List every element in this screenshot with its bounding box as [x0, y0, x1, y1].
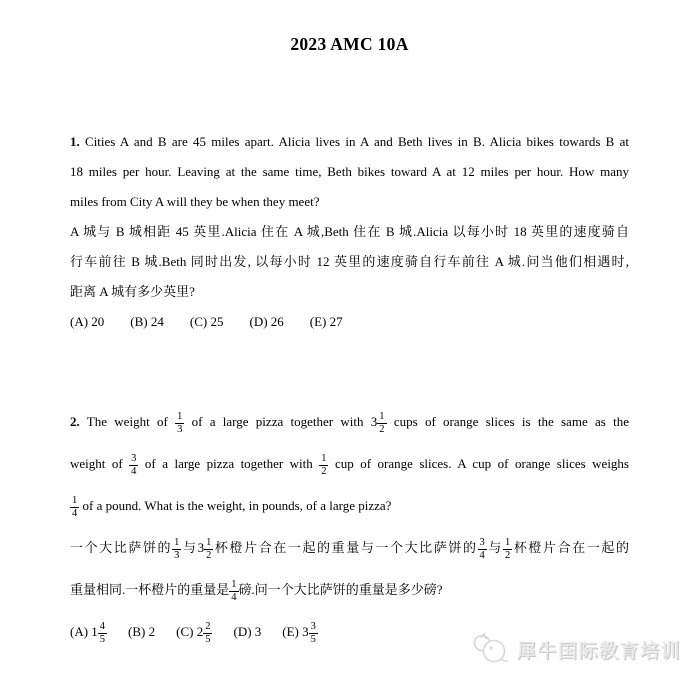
- watermark-text: 犀牛国际教育培训: [516, 640, 681, 662]
- answer-choice: (A) 20: [70, 314, 105, 329]
- problem-text-line: 2. The weight of $\frac{1}{3}$ of a large pizza together with 3 $\frac{1}{2}$ cups of orange slices is the same as the: [70, 410, 629, 435]
- fraction: $\frac{1}{2}$: [321, 452, 327, 477]
- problem-text-line: 一个大比萨饼的 $\frac{1}{3}$ 与3 $\frac{1}{2}$ 杯橙片合在一起的重量与一个大比萨饼的 $\frac{3}{4}$ 与 $\frac{1}{2}$ 杯橙片合在一起的: [70, 536, 629, 561]
- fraction: $\frac{1}{2}$: [206, 536, 212, 561]
- problem-text-line: A 城与 B 城相距 45 英里.Alicia 住在 A 城,Beth 住在 B 城.Alicia 以每小时 18 英里的速度骑自: [70, 224, 629, 239]
- problem-text-line: 1. Cities A and B are 45 miles apart. Alicia lives in A and Beth lives in B. Alicia bikes towards B at: [70, 134, 629, 149]
- answer-choice: (B) 2: [128, 624, 156, 639]
- page-title: 2023 AMC 10A: [290, 34, 409, 54]
- fraction: $\frac{3}{4}$: [131, 452, 137, 477]
- fraction: $\frac{1}{3}$: [174, 536, 180, 561]
- problem-2-text: [70, 401, 629, 611]
- problem-number: 1.: [70, 134, 80, 149]
- fraction: $\frac{1}{2}$: [379, 410, 385, 435]
- fraction: $\frac{4}{5}$: [99, 620, 106, 645]
- fraction: $\frac{1}{4}$: [231, 578, 237, 603]
- problem-1-text: [70, 127, 629, 307]
- problem-text-line: 行车前往 B 城.Beth 同时出发, 以每小时 12 英里的速度骑自行车前往 A 城.问当他们相遇时,: [70, 254, 629, 269]
- fraction: $\frac{1}{2}$: [504, 536, 511, 561]
- problem-number: 2.: [70, 414, 80, 429]
- fraction: $\frac{1}{3}$: [177, 410, 183, 435]
- problem-text-line: $\frac{1}{4}$ of a pound. What is the weight, in pounds, of a large pizza?: [72, 494, 392, 519]
- fraction: $\frac{2}{5}$: [205, 620, 211, 645]
- answer-choice: (B) 24: [130, 314, 164, 329]
- answer-choice: (D) 26: [249, 314, 284, 329]
- answer-choice: (A) 1 $\frac{4}{5}$: [70, 620, 106, 645]
- answer-choice: (E) 3 $\frac{3}{5}$: [282, 620, 316, 645]
- answer-choice: (C) 2 $\frac{2}{5}$: [176, 620, 211, 645]
- watermark: [471, 632, 681, 666]
- fraction: $\frac{1}{4}$: [72, 494, 78, 519]
- answer-choice: (D) 3: [233, 624, 262, 639]
- problem-text-line: 18 miles per hour. Leaving at the same time, Beth bikes toward A at 12 miles per hour. How many: [70, 164, 629, 179]
- problem-1: [70, 127, 629, 337]
- answer-choice: (C) 25: [189, 314, 224, 329]
- answer-choice: (E) 27: [309, 314, 343, 329]
- problem-text-line: miles from City A will they be when they meet?: [70, 194, 320, 209]
- problem-text-line: weight of $\frac{3}{4}$ of a large pizza together with $\frac{1}{2}$ cup of orange slices. A cup of orange slices weighs: [70, 452, 629, 477]
- problem-text-line: 重量相同.一杯橙片的重量是 $\frac{1}{4}$ 磅.问一个大比萨饼的重量是多少磅?: [70, 578, 443, 603]
- fraction: $\frac{3}{5}$: [310, 620, 316, 645]
- problem-text-line: 距离 A 城有多少英里?: [70, 284, 195, 299]
- problem-1-answer-choices: [70, 307, 629, 337]
- problem-2: [70, 401, 629, 653]
- rhino-logo-icon: [471, 632, 511, 666]
- fraction: $\frac{3}{4}$: [479, 536, 485, 561]
